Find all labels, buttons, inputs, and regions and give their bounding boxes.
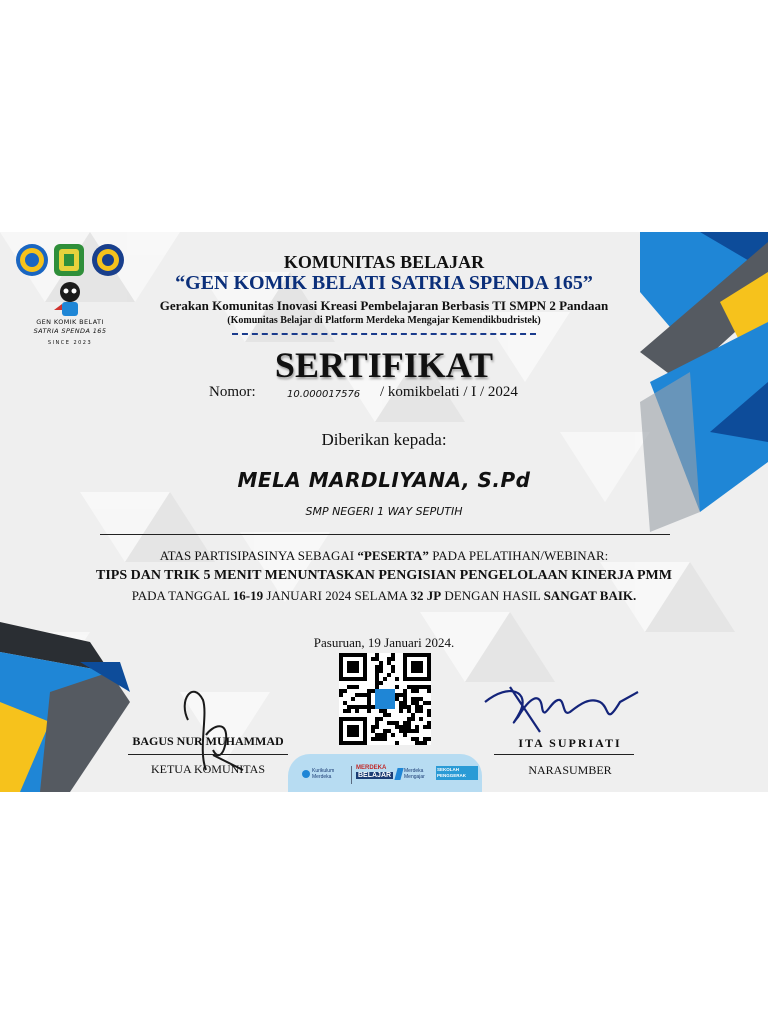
participation-line: ATAS PARTISIPASINYA SEBAGAI “PESERTA” PADA PELATIHAN/WEBINAR: xyxy=(159,548,609,563)
kurikulum-line2: Merdeka xyxy=(312,774,332,780)
logo-line1: GEN KOMIK BELATI xyxy=(36,318,104,326)
place-date: Pasuruan, 19 Januari 2024. xyxy=(313,635,455,650)
tagline: Gerakan Komunitas Inovasi Kreasi Pembelajaran Berbasis TI SMPN 2 Pandaan xyxy=(159,298,609,313)
certificate xyxy=(0,232,768,792)
merdeka-belajar-line1: MERDEKA xyxy=(356,765,387,771)
kurikulum-merdeka-icon xyxy=(302,770,310,778)
qr-code-icon xyxy=(339,653,431,745)
recipient-name: MELA MARDLIYANA, S.Pd xyxy=(237,468,531,492)
event-title: TIPS DAN TRIK 5 MENIT MENUNTASKAN PENGISIAN PENGELOLAAN KINERJA PMM xyxy=(95,568,672,583)
right-signatory-role: NARASUMBER xyxy=(528,763,612,777)
footer-badges xyxy=(288,754,482,792)
kurikulum-line1: Kurikulum xyxy=(312,768,335,774)
right-signatory-name: ITA SUPRIATI xyxy=(518,736,622,750)
signature-right-icon xyxy=(480,672,640,742)
right-signature-line xyxy=(494,754,634,755)
community-label: KOMUNITAS BELAJAR xyxy=(283,252,485,272)
recipient-school: SMP NEGERI 1 WAY SEPUTIH xyxy=(305,505,463,518)
logo-line2: SATRIA SPENDA 165 xyxy=(33,327,107,335)
number-label: Nomor: xyxy=(209,384,256,400)
left-signature-line xyxy=(128,754,288,755)
badge-divider xyxy=(351,766,352,784)
merdeka-belajar-line2: BELAJAR xyxy=(358,772,392,779)
merdeka-mengajar-line1: Merdeka xyxy=(404,768,424,774)
number-value: 10.000017576 xyxy=(287,389,361,400)
name-underline xyxy=(100,534,670,535)
date-line: PADA TANGGAL 16-19 JANUARI 2024 SELAMA 32 JP DENGAN HASIL SANGAT BAIK. xyxy=(131,588,637,603)
left-signatory-role: KETUA KOMUNITAS xyxy=(150,762,266,776)
logo-since: SINCE 2023 xyxy=(47,340,93,346)
header-divider xyxy=(232,333,536,335)
sekolah-penggerak-badge: SEKOLAH PENGGERAK xyxy=(436,766,478,780)
certificate-title: SERTIFIKAT xyxy=(274,345,494,385)
community-name: “GEN KOMIK BELATI SATRIA SPENDA 165” xyxy=(175,272,593,294)
subtagline: (Komunitas Belajar di Platform Merdeka Mengajar Kemendikbudristek) xyxy=(227,315,541,326)
given-to-label: Diberikan kepada: xyxy=(321,430,447,449)
merdeka-mengajar-line2: Mengajar xyxy=(404,774,425,780)
number-suffix: / komikbelati / I / 2024 xyxy=(380,384,518,400)
merdeka-mengajar-icon xyxy=(394,768,403,780)
left-signatory-name: BAGUS NUR MUHAMMAD xyxy=(132,734,284,748)
